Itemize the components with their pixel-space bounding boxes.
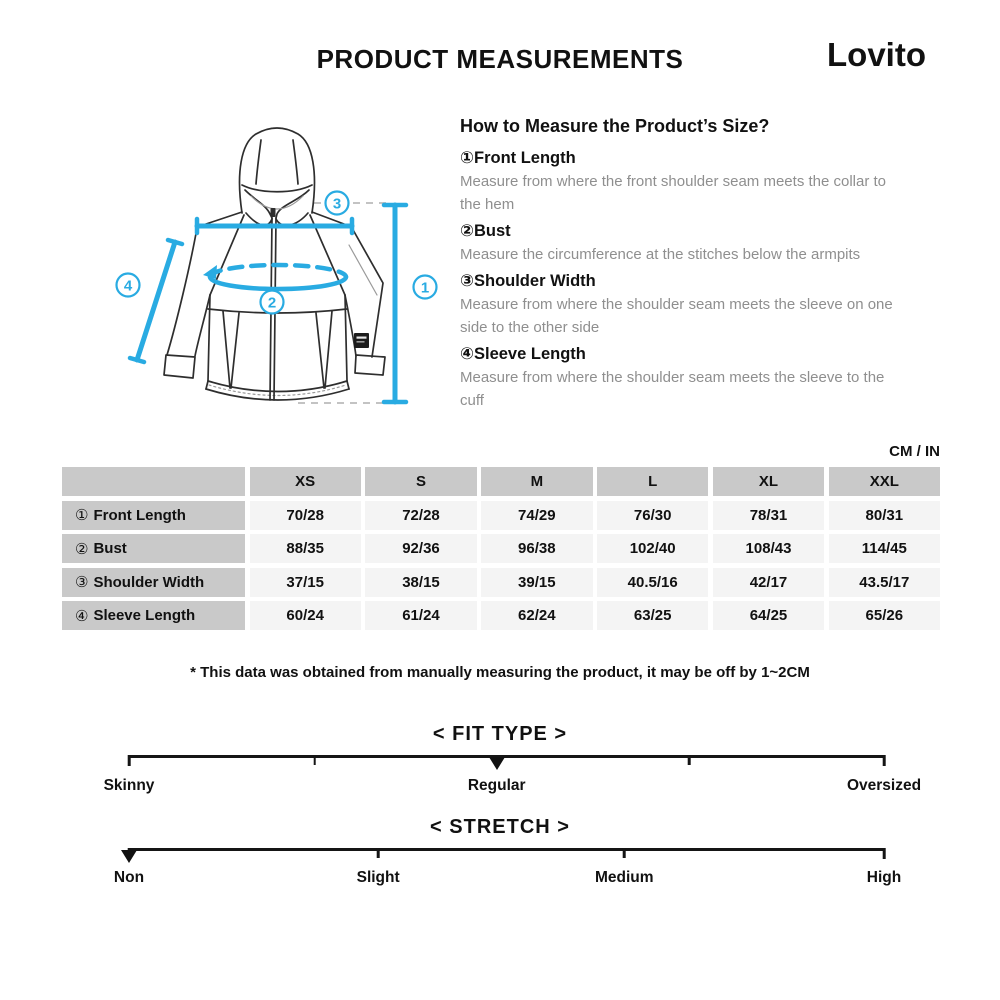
svg-text:4: 4 — [123, 277, 133, 295]
how-to-item-front-length: ①Front Length Measure from where the front shoulder seam meets the collar to the hem — [460, 146, 905, 216]
size-cell: 114/45 — [829, 534, 940, 563]
jacket-diagram-svg — [100, 105, 460, 445]
stretch-scale — [129, 848, 884, 864]
fit-type-label-oversized: Oversized — [846, 777, 922, 794]
fit-type-end-tick — [883, 755, 886, 766]
unit-note: CM / IN — [889, 443, 940, 460]
stretch-line — [129, 848, 884, 851]
svg-text:1: 1 — [420, 279, 430, 297]
size-cell: 92/36 — [365, 534, 476, 563]
size-cell: 38/15 — [365, 568, 476, 597]
fit-type-labels — [103, 777, 922, 797]
item-description: Measure the circumference at the stitches below the armpits — [460, 246, 861, 263]
table-corner-cell — [62, 467, 245, 496]
annotation-4 — [117, 274, 140, 297]
size-col-header: L — [597, 467, 708, 496]
size-cell: 40.5/16 — [597, 568, 708, 597]
row-label: ② Bust — [62, 534, 245, 563]
fit-type-tick — [688, 755, 691, 765]
fit-type-title: < FIT TYPE > — [432, 723, 568, 745]
size-cell: 63/25 — [597, 601, 708, 630]
size-cell: 62/24 — [481, 601, 592, 630]
size-cell: 78/31 — [713, 501, 824, 530]
size-cell: 96/38 — [481, 534, 592, 563]
jacket-measurement-diagram — [100, 105, 460, 445]
disclaimer-note: * This data was obtained from manually measuring the product, it may be off by 1~2CM — [190, 664, 810, 681]
row-label: ③ Shoulder Width — [62, 568, 245, 597]
stretch-tick — [623, 848, 626, 858]
fit-type-marker-regular — [489, 757, 505, 770]
size-col-header: XXL — [829, 467, 940, 496]
item-label: Shoulder Width — [473, 272, 596, 290]
fit-type-label-regular: Regular — [467, 777, 526, 794]
bust-arrowhead — [203, 265, 217, 279]
size-cell: 80/31 — [829, 501, 940, 530]
annotation-2 — [261, 291, 284, 314]
page-title: PRODUCT MEASUREMENTS — [316, 44, 684, 74]
fit-type-label-skinny: Skinny — [103, 777, 155, 794]
size-cell: 43.5/17 — [829, 568, 940, 597]
size-cell: 88/35 — [250, 534, 361, 563]
item-label: Front Length — [473, 149, 576, 167]
item-description: Measure from where the shoulder seam meets the sleeve on one side to the other side — [460, 296, 893, 336]
size-cell: 60/24 — [250, 601, 361, 630]
size-col-header: XL — [713, 467, 824, 496]
stretch-tick — [377, 848, 380, 858]
size-cell: 74/29 — [481, 501, 592, 530]
annotation-3 — [326, 192, 349, 215]
stretch-labels — [113, 869, 902, 889]
size-cell: 72/28 — [365, 501, 476, 530]
size-cell: 39/15 — [481, 568, 592, 597]
how-to-item-sleeve-length: ④Sleeve Length Measure from where the shoulder seam meets the sleeve to the cuff — [460, 342, 905, 412]
size-cell: 64/25 — [713, 601, 824, 630]
annotation-1 — [414, 276, 437, 299]
stretch-end-tick — [883, 848, 886, 859]
sleeve-brand-label — [354, 333, 369, 348]
row-label: ① Front Length — [62, 501, 245, 530]
size-col-header: XS — [250, 467, 361, 496]
fit-type-tick — [313, 755, 316, 765]
stretch-label-medium: Medium — [594, 869, 654, 886]
size-table — [62, 467, 940, 630]
stretch-label-slight: Slight — [356, 869, 400, 886]
bust-ellipse — [210, 265, 346, 277]
item-description: Measure from where the shoulder seam meets the sleeve to the cuff — [460, 369, 885, 409]
size-cell: 42/17 — [713, 568, 824, 597]
row-label: ④ Sleeve Length — [62, 601, 245, 630]
size-cell: 37/15 — [250, 568, 361, 597]
how-to-measure-section — [460, 116, 905, 412]
how-to-measure-title: How to Measure the Product’s Size? — [460, 116, 770, 136]
how-to-item-bust: ②Bust Measure the circumference at the stitches below the armpits — [460, 219, 905, 266]
fit-type-end-tick — [128, 755, 131, 766]
zipper-pull — [271, 208, 276, 217]
svg-text:3: 3 — [332, 195, 342, 213]
item-description: Measure from where the front shoulder seam meets the collar to the hem — [460, 173, 887, 213]
svg-text:2: 2 — [267, 294, 277, 312]
stretch-label-high: High — [866, 869, 902, 886]
stretch-title: < STRETCH > — [430, 816, 570, 838]
size-cell: 108/43 — [713, 534, 824, 563]
size-cell: 61/24 — [365, 601, 476, 630]
size-col-header: M — [481, 467, 592, 496]
how-to-item-shoulder-width: ③Shoulder Width Measure from where the shoulder seam meets the sleeve on one side to the other side — [460, 269, 905, 339]
fit-type-line — [129, 755, 884, 758]
stretch-marker-non — [121, 850, 137, 863]
size-cell: 76/30 — [597, 501, 708, 530]
brand-logo: Lovito — [827, 36, 926, 73]
stretch-label-non: Non — [113, 869, 145, 886]
size-cell: 65/26 — [829, 601, 940, 630]
sleeve-length-line — [137, 242, 175, 360]
item-label: Bust — [473, 222, 511, 240]
item-label: Sleeve Length — [473, 345, 586, 363]
size-cell: 70/28 — [250, 501, 361, 530]
size-col-header: S — [365, 467, 476, 496]
fit-type-scale — [129, 755, 884, 771]
size-cell: 102/40 — [597, 534, 708, 563]
